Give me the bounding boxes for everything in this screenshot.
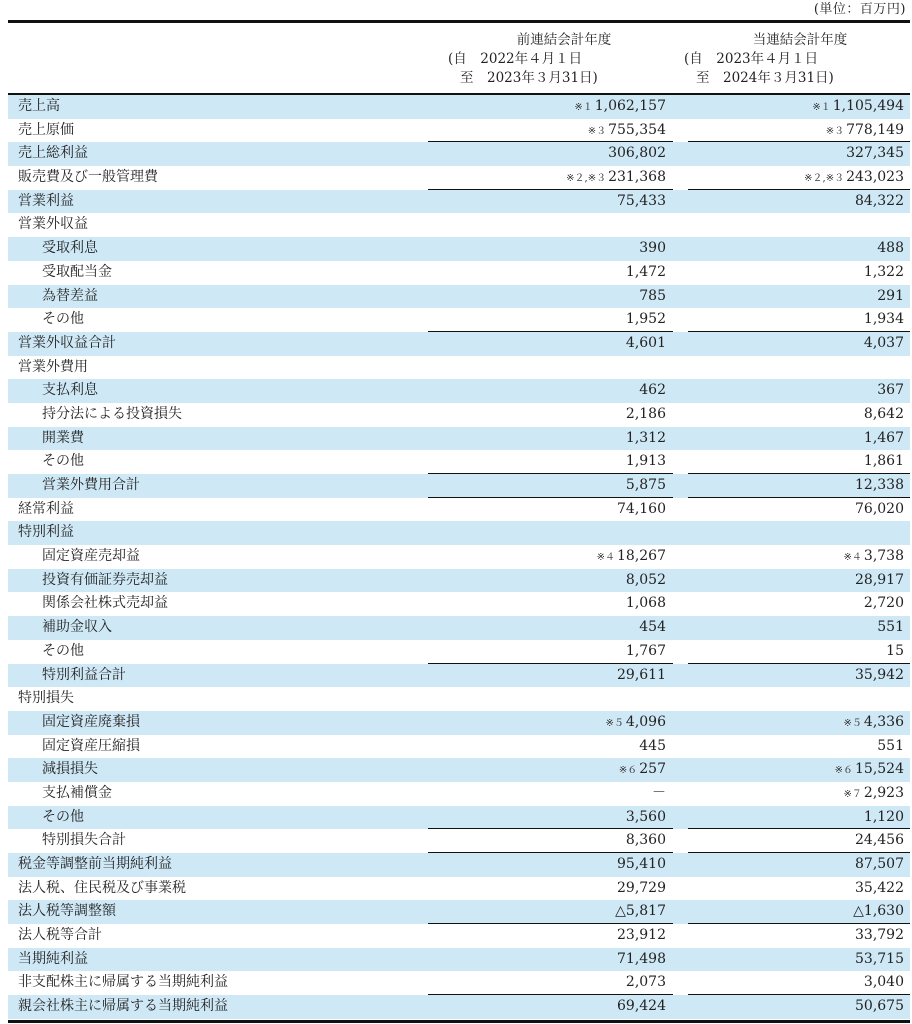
prev-value	[624, 403, 666, 428]
row-label: 特別利益合計	[42, 666, 126, 683]
row-label: 売上原価	[18, 121, 74, 138]
prev-value	[624, 332, 666, 357]
prev-period-to: 至 2023年３月31日)	[460, 70, 598, 86]
curr-value	[902, 687, 904, 712]
table-row	[8, 427, 910, 451]
prev-value	[615, 853, 666, 878]
curr-period-to: 至 2024年３月31日)	[696, 70, 834, 86]
prev-value	[615, 190, 666, 215]
table-row	[8, 142, 910, 166]
row-label: その他	[42, 808, 84, 825]
curr-amount: 87,507	[855, 856, 904, 872]
prev-value	[574, 95, 666, 120]
prev-amount: 74,160	[617, 500, 666, 517]
curr-amount: 488	[877, 240, 904, 257]
curr-amount: 76,020	[855, 500, 904, 517]
row-label: 販売費及び一般管理費	[18, 169, 158, 186]
row-label: 法人税等合計	[18, 927, 102, 944]
prev-value	[637, 285, 666, 310]
prev-value	[624, 427, 666, 452]
prev-amount: 462	[639, 382, 666, 399]
curr-value	[851, 900, 904, 925]
prev-value	[624, 261, 666, 286]
row-label: 営業外費用合計	[42, 477, 140, 493]
prev-period-from: (自 2022年４月１日	[448, 51, 583, 67]
curr-amount: 35,422	[855, 879, 904, 896]
curr-value	[902, 356, 904, 381]
table-row	[8, 285, 910, 309]
prev-value	[615, 948, 666, 973]
row-label: 売上総利益	[18, 145, 88, 162]
prev-note: ※３	[587, 125, 607, 137]
row-label: その他	[42, 453, 84, 470]
prev-amount: 3,560	[625, 808, 666, 825]
table-row	[8, 806, 910, 830]
row-label: 持分法による投資損失	[42, 405, 182, 422]
curr-amount: 1,105,494	[832, 98, 904, 114]
table-row	[8, 640, 910, 664]
table-row	[8, 95, 910, 119]
row-label: 営業外収益	[18, 216, 88, 233]
curr-value	[812, 95, 904, 120]
curr-value	[875, 237, 904, 262]
table-row	[8, 900, 910, 924]
prev-value	[606, 711, 666, 736]
table-row	[8, 119, 910, 143]
prev-value	[664, 213, 666, 238]
prev-amount: 755,354	[608, 121, 666, 138]
curr-value	[875, 285, 904, 310]
curr-value	[862, 308, 904, 333]
curr-note: ※１	[812, 102, 831, 113]
curr-amount: 50,675	[855, 998, 904, 1015]
curr-note: ※２,※３	[804, 173, 845, 185]
curr-value	[804, 166, 904, 191]
curr-amount: 3,738	[863, 548, 904, 565]
prev-amount: △5,817	[615, 903, 666, 920]
prev-amount: 1,472	[625, 263, 666, 280]
prev-amount: －	[652, 784, 666, 801]
curr-note: ※７	[843, 788, 862, 800]
curr-value	[862, 261, 904, 286]
curr-value	[862, 806, 904, 831]
prev-note: ※５	[605, 717, 624, 729]
curr-amount: 551	[877, 619, 904, 636]
table-row	[8, 877, 910, 901]
row-label: 投資有価証券売却益	[42, 571, 168, 588]
prev-value	[588, 119, 666, 144]
curr-amount: 1,322	[863, 263, 904, 280]
curr-amount: 367	[877, 382, 904, 399]
curr-period-from: (自 2023年４月１日	[684, 51, 819, 67]
curr-amount: 1,467	[863, 429, 904, 446]
curr-value	[853, 995, 904, 1020]
table-row	[8, 190, 910, 214]
prev-amount: 23,912	[617, 927, 666, 944]
prev-amount: 69,424	[617, 998, 666, 1015]
prev-value	[624, 640, 666, 665]
curr-amount: △1,630	[853, 903, 904, 920]
prev-amount: 71,498	[617, 950, 666, 967]
curr-amount: 243,023	[846, 169, 904, 186]
table-row	[8, 829, 910, 853]
curr-value	[853, 569, 904, 594]
prev-amount: 29,729	[617, 879, 666, 896]
curr-amount: 4,336	[863, 713, 904, 730]
curr-amount: 35,942	[855, 666, 904, 683]
prev-value	[624, 474, 666, 499]
prev-value	[664, 521, 666, 546]
table-row	[8, 213, 910, 237]
prev-note: ※６	[618, 765, 638, 777]
income-statement-table	[8, 95, 910, 1019]
row-label: 受取配当金	[42, 263, 112, 280]
curr-value	[844, 782, 904, 807]
table-row	[8, 332, 910, 356]
table-row	[8, 924, 910, 948]
table-row	[8, 758, 910, 782]
prev-amount: 18,267	[617, 548, 666, 565]
prev-value	[637, 616, 666, 641]
unit-label: (単位：百万円)	[813, 2, 906, 17]
curr-value	[875, 379, 904, 404]
prev-note: ※１	[574, 102, 593, 113]
prev-note: ※４	[596, 552, 615, 564]
prev-amount: 4,601	[625, 334, 666, 351]
table-row	[8, 356, 910, 380]
prev-amount: 1,952	[625, 311, 666, 328]
row-label: その他	[42, 642, 84, 659]
table-row	[8, 735, 910, 759]
row-label: 営業利益	[18, 192, 74, 209]
prev-amount: 306,802	[608, 145, 666, 162]
row-label: 当期純利益	[18, 950, 88, 967]
row-label: 関係会社株式売却益	[42, 595, 168, 612]
curr-value	[853, 664, 904, 689]
curr-amount: 24,456	[855, 832, 904, 849]
prev-value	[624, 569, 666, 594]
prev-value	[664, 687, 666, 712]
table-row	[8, 971, 910, 995]
prev-amount: 75,433	[617, 192, 666, 209]
table-row	[8, 498, 910, 522]
prev-value	[624, 806, 666, 831]
row-label: 特別損失合計	[42, 832, 126, 849]
prev-amount: 785	[639, 287, 666, 304]
curr-amount: 28,917	[855, 571, 904, 588]
prev-amount: 2,073	[625, 974, 666, 991]
prev-amount: 8,360	[625, 832, 666, 849]
curr-note: ※５	[843, 717, 862, 729]
table-row	[8, 948, 910, 972]
curr-amount: 3,040	[863, 974, 904, 991]
curr-amount: 291	[877, 287, 904, 304]
curr-value	[902, 213, 904, 238]
table-row	[8, 616, 910, 640]
curr-value	[875, 735, 904, 760]
prev-amount: 29,611	[617, 666, 666, 683]
prev-amount: 390	[639, 240, 666, 257]
prev-value	[615, 664, 666, 689]
prev-amount: 5,875	[625, 477, 666, 493]
curr-amount: 4,037	[863, 334, 904, 351]
table-row	[8, 237, 910, 261]
curr-value	[844, 711, 904, 736]
prev-amount: 1,068	[625, 595, 666, 612]
prev-amount: 454	[639, 619, 666, 636]
table-row	[8, 474, 910, 498]
row-label: 支払補償金	[42, 784, 112, 801]
curr-amount: 1,120	[863, 808, 904, 825]
prev-note: ※２,※３	[566, 173, 607, 185]
curr-value	[844, 545, 904, 570]
curr-note: ※４	[843, 552, 862, 564]
row-label: 親会社株主に帰属する当期純利益	[18, 998, 228, 1015]
prev-value	[624, 592, 666, 617]
table-row	[8, 853, 910, 877]
curr-value	[862, 427, 904, 452]
curr-value	[835, 758, 904, 783]
table-row	[8, 545, 910, 569]
prev-value	[615, 995, 666, 1020]
row-label: 固定資産売却益	[42, 548, 140, 565]
curr-amount: 8,642	[863, 405, 904, 422]
curr-value	[853, 829, 904, 854]
curr-value	[853, 924, 904, 949]
table-header	[8, 23, 910, 93]
prev-amount: 1,312	[625, 429, 666, 446]
curr-amount: 2,923	[863, 784, 904, 801]
prev-value	[637, 735, 666, 760]
curr-value	[862, 450, 904, 475]
row-label: 営業外収益合計	[18, 334, 116, 351]
curr-value	[853, 948, 904, 973]
curr-value	[853, 853, 904, 878]
row-label: 法人税、住民税及び事業税	[18, 879, 186, 896]
prev-value	[615, 877, 666, 902]
row-label: 固定資産圧縮損	[42, 737, 140, 754]
row-label: 支払利息	[42, 382, 98, 399]
prev-value	[664, 356, 666, 381]
row-label: 営業外費用	[18, 358, 88, 375]
row-label: 減損損失	[42, 761, 98, 778]
curr-value	[853, 190, 904, 215]
row-label: 経常利益	[18, 500, 74, 517]
prev-value	[615, 924, 666, 949]
curr-value	[862, 592, 904, 617]
curr-value	[853, 474, 904, 499]
curr-amount: 1,861	[863, 453, 904, 470]
prev-value	[619, 758, 666, 783]
row-label: 法人税等調整額	[18, 903, 116, 920]
prev-value	[637, 237, 666, 262]
prev-value	[624, 829, 666, 854]
curr-period-title: 当連結会計年度	[752, 32, 848, 48]
curr-note: ※３	[825, 125, 845, 137]
table-row	[8, 521, 910, 545]
row-label: 税金等調整前当期純利益	[18, 856, 172, 872]
prev-amount: 95,410	[617, 856, 666, 872]
prev-period-header	[448, 31, 680, 88]
table-row	[8, 782, 910, 806]
curr-value	[902, 521, 904, 546]
prev-value	[615, 498, 666, 523]
prev-value	[606, 142, 666, 167]
table-row	[8, 711, 910, 735]
prev-amount: 2,186	[625, 405, 666, 422]
curr-value	[862, 971, 904, 996]
prev-amount: 4,096	[625, 713, 666, 730]
prev-amount: 1,062,157	[594, 98, 666, 114]
curr-value	[862, 403, 904, 428]
prev-value	[650, 782, 666, 807]
table-row	[8, 261, 910, 285]
table-row	[8, 379, 910, 403]
curr-amount: 15	[886, 642, 904, 659]
prev-amount: 445	[639, 737, 666, 754]
prev-value	[624, 971, 666, 996]
row-label: 売上高	[18, 98, 60, 114]
curr-value	[875, 616, 904, 641]
prev-amount: 1,913	[625, 453, 666, 470]
curr-value	[844, 142, 904, 167]
curr-amount: 12,338	[855, 477, 904, 493]
curr-amount: 15,524	[855, 761, 904, 778]
curr-value	[853, 877, 904, 902]
row-label: 固定資産廃棄損	[42, 713, 140, 730]
prev-amount: 257	[639, 761, 666, 778]
bottom-rule	[8, 1020, 910, 1023]
row-label: 開業費	[42, 429, 84, 446]
row-label: 特別利益	[18, 524, 74, 541]
table-row	[8, 664, 910, 688]
curr-amount: 84,322	[855, 192, 904, 209]
curr-amount: 1,934	[863, 311, 904, 328]
table-row	[8, 687, 910, 711]
row-label: 非支配株主に帰属する当期純利益	[18, 974, 228, 991]
curr-period-header	[684, 31, 912, 88]
curr-amount: 2,720	[863, 595, 904, 612]
row-label: 受取利息	[42, 240, 98, 257]
prev-amount: 8,052	[625, 571, 666, 588]
table-row	[8, 592, 910, 616]
curr-amount: 778,149	[846, 121, 904, 138]
curr-amount: 53,715	[855, 950, 904, 967]
prev-value	[624, 308, 666, 333]
curr-value	[853, 498, 904, 523]
prev-amount: 231,368	[608, 169, 666, 186]
curr-amount: 33,792	[855, 927, 904, 944]
row-label: その他	[42, 311, 84, 328]
table-row	[8, 569, 910, 593]
prev-value	[637, 379, 666, 404]
prev-value	[597, 545, 666, 570]
row-label: 為替差益	[42, 287, 98, 304]
prev-period-title: 前連結会計年度	[516, 32, 612, 48]
prev-value	[566, 166, 666, 191]
prev-value	[613, 900, 666, 925]
table-row	[8, 995, 910, 1019]
curr-value	[862, 332, 904, 357]
table-row	[8, 166, 910, 190]
curr-note: ※６	[834, 765, 853, 777]
table-row	[8, 450, 910, 474]
row-label: 特別損失	[18, 690, 74, 707]
curr-amount: 327,345	[846, 145, 904, 162]
table-row	[8, 308, 910, 332]
curr-value	[884, 640, 904, 665]
table-row	[8, 403, 910, 427]
curr-value	[826, 119, 904, 144]
curr-amount: 551	[877, 737, 904, 754]
row-label: 補助金収入	[42, 619, 112, 636]
prev-amount: 1,767	[625, 642, 666, 659]
prev-value	[624, 450, 666, 475]
